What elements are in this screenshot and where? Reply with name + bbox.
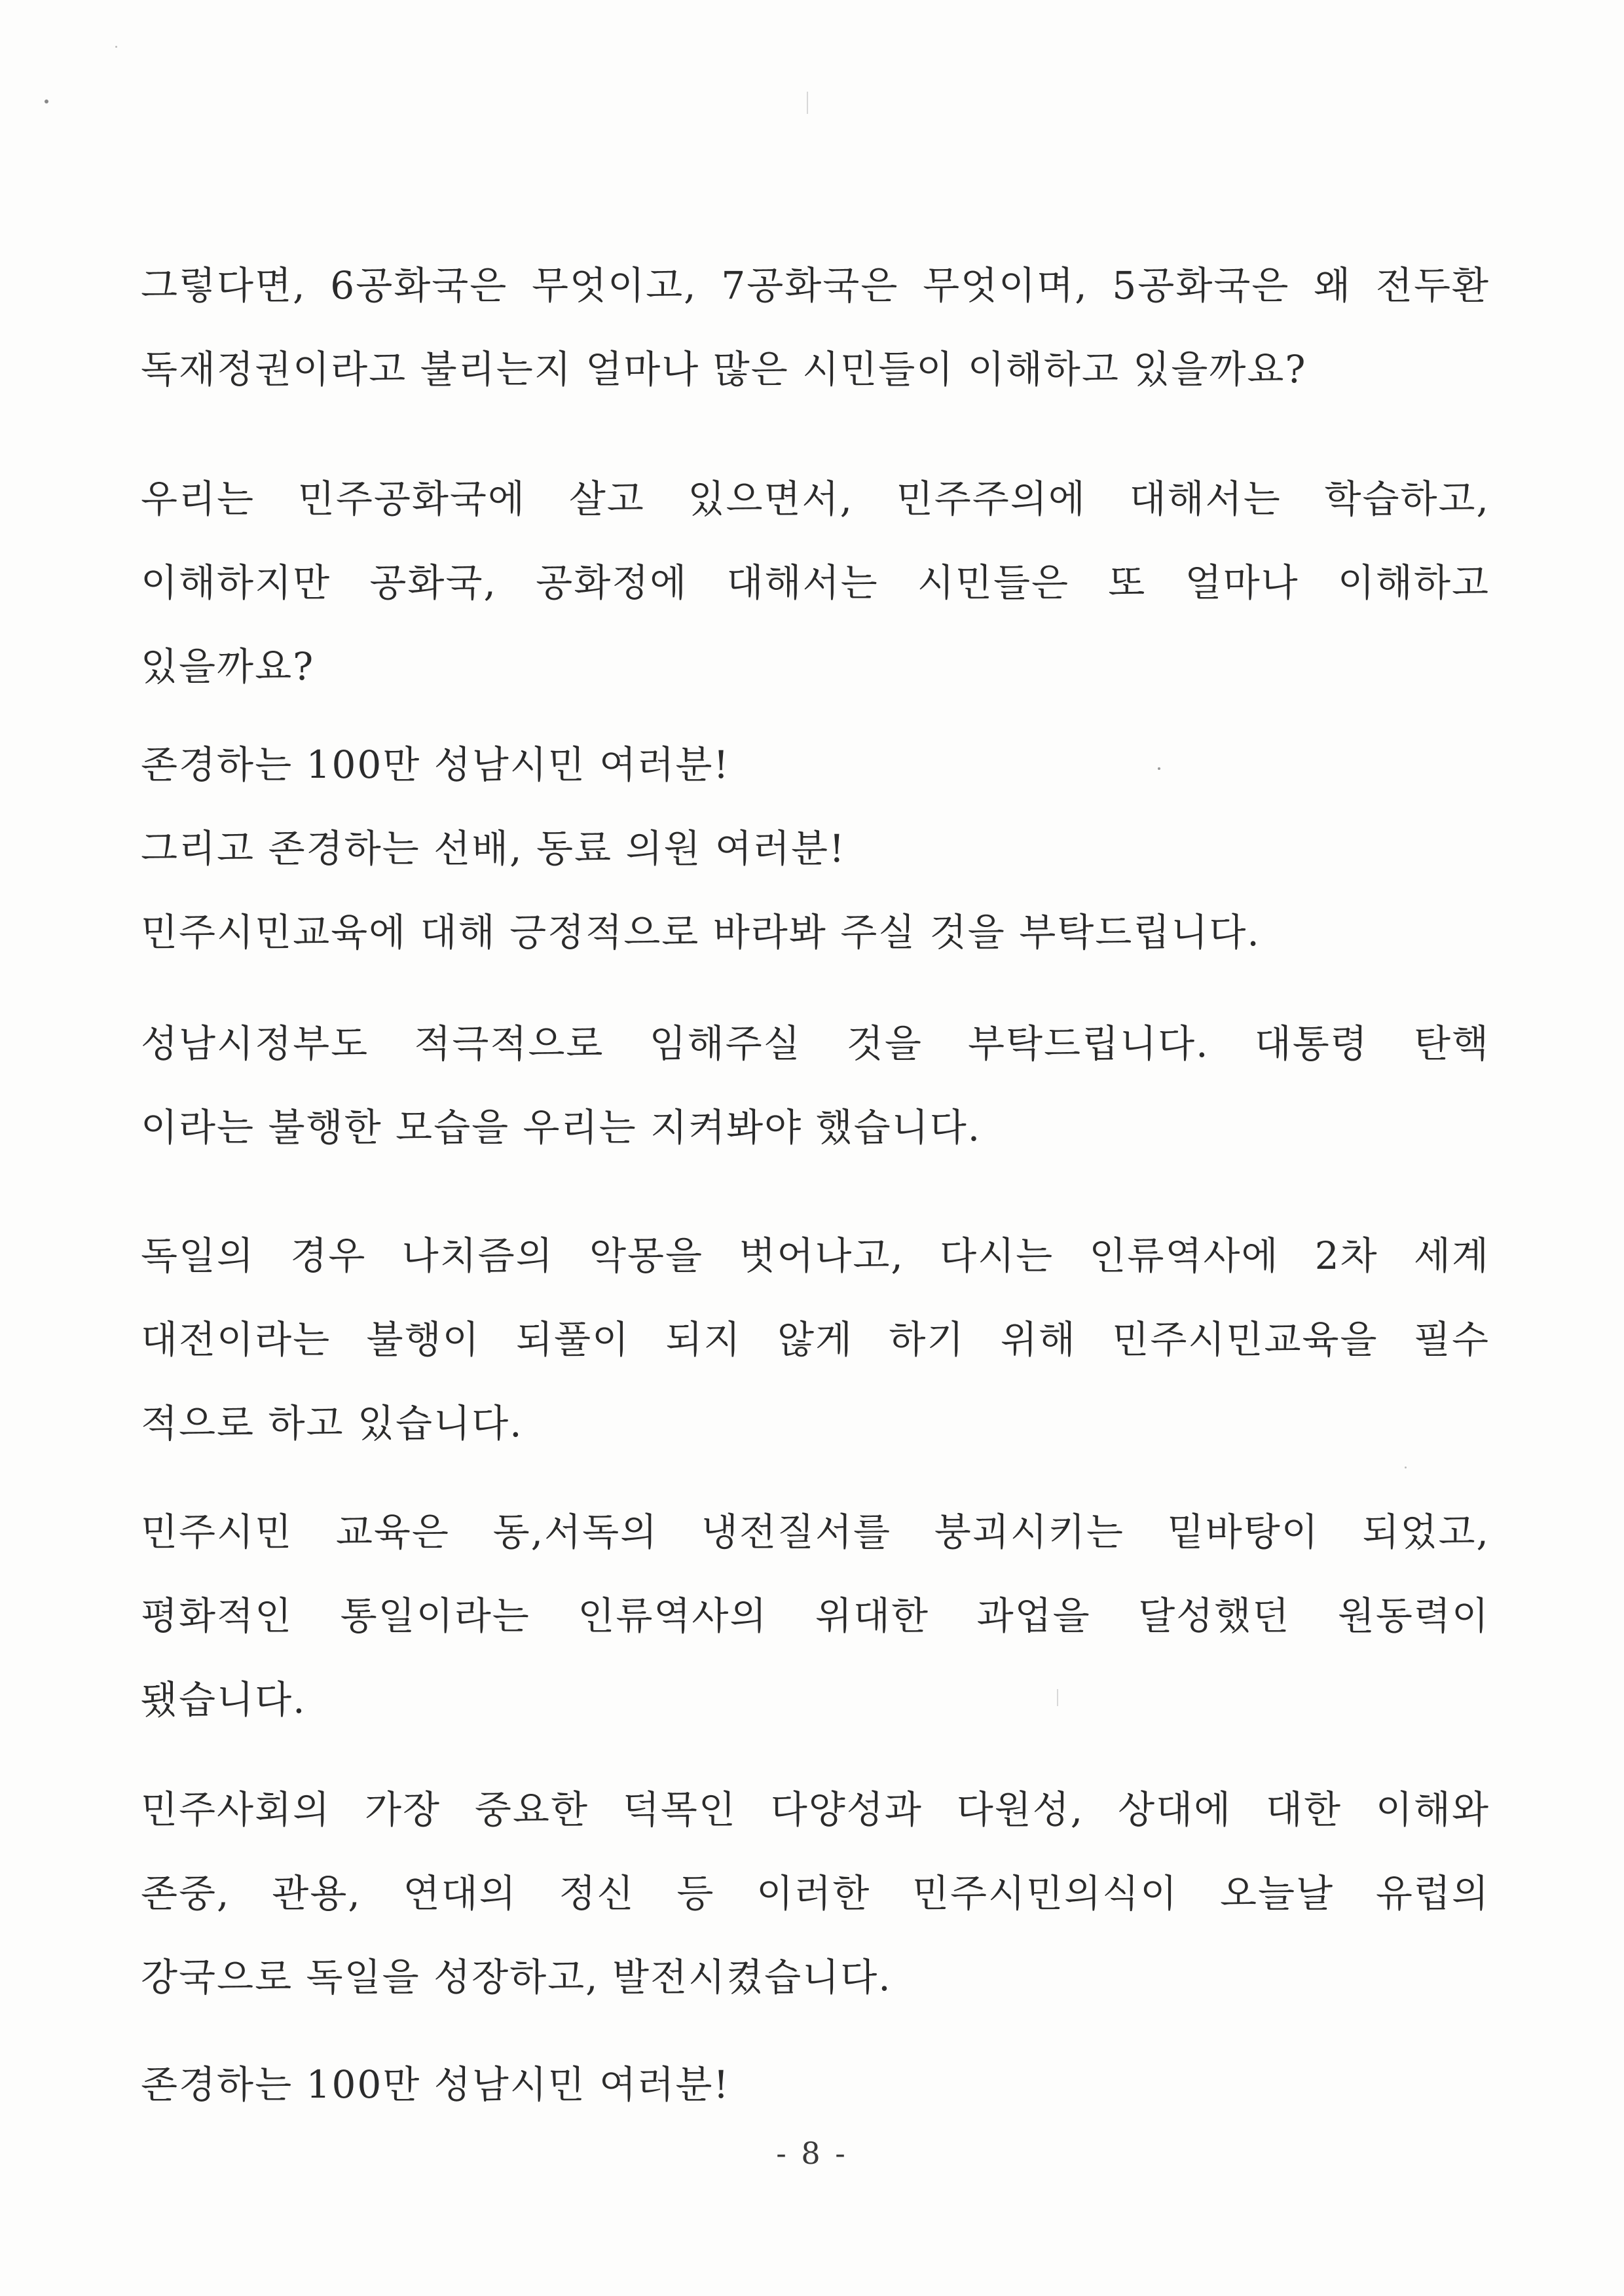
text-line: 이라는 불행한 모습을 우리는 지켜봐야 했습니다. bbox=[141, 1105, 982, 1150]
scan-mark bbox=[807, 92, 808, 114]
text-line: 민주사회의 가장 중요한 덕목인 다양성과 다원성, 상대에 대한 이해와 bbox=[141, 1787, 1490, 1832]
text-line: 있을까요? bbox=[141, 644, 315, 689]
scan-speck bbox=[1405, 1467, 1407, 1468]
page-number: - 8 - bbox=[776, 2136, 848, 2171]
text-line: 그렇다면, 6공화국은 무엇이고, 7공화국은 무엇이며, 5공화국은 왜 전두환 bbox=[141, 263, 1490, 308]
paragraph bbox=[141, 1768, 1490, 2019]
text-line: 우리는 민주공화국에 살고 있으면서, 민주주의에 대해서는 학습하고, bbox=[141, 477, 1490, 521]
paragraph bbox=[141, 244, 1490, 411]
paragraph bbox=[141, 1214, 1490, 1465]
text-line: 강국으로 독일을 성장하고, 발전시켰습니다. bbox=[141, 1955, 892, 1999]
paragraph bbox=[141, 2043, 1490, 2126]
paragraph bbox=[141, 1002, 1490, 1169]
scan-speck bbox=[115, 46, 117, 48]
text-line: 민주시민 교육은 동,서독의 냉전질서를 붕괴시키는 밑바탕이 되었고, bbox=[141, 1510, 1490, 1554]
text-line: 적으로 하고 있습니다. bbox=[141, 1401, 523, 1446]
text-line: 존중, 관용, 연대의 정신 등 이러한 민주시민의식이 오늘날 유럽의 bbox=[141, 1871, 1490, 1916]
paragraph bbox=[141, 723, 1490, 974]
text-line: 됐습니다. bbox=[141, 1677, 306, 1722]
text-line: 독일의 경우 나치즘의 악몽을 벗어나고, 다시는 인류역사에 2차 세계 bbox=[141, 1233, 1490, 1278]
text-line: 대전이라는 불행이 되풀이 되지 않게 하기 위해 민주시민교육을 필수 bbox=[141, 1317, 1490, 1362]
paragraph bbox=[141, 1490, 1490, 1741]
text-line: 민주시민교육에 대해 긍정적으로 바라봐 주실 것을 부탁드립니다. bbox=[141, 910, 1261, 955]
text-line: 독재정권이라고 불리는지 얼마나 많은 시민들이 이해하고 있을까요? bbox=[141, 347, 1307, 392]
text-line: 그리고 존경하는 선배, 동료 의원 여러분! bbox=[141, 826, 846, 871]
text-line: 이해하지만 공화국, 공화정에 대해서는 시민들은 또 얼마나 이해하고 bbox=[141, 560, 1490, 605]
text-line: 존경하는 100만 성남시민 여러분! bbox=[141, 2062, 730, 2107]
text-line: 성남시정부도 적극적으로 임해주실 것을 부탁드립니다. 대통령 탄핵 bbox=[141, 1021, 1490, 1066]
scan-speck bbox=[45, 100, 48, 103]
text-line: 존경하는 100만 성남시민 여러분! bbox=[141, 742, 730, 787]
text-line: 평화적인 통일이라는 인류역사의 위대한 과업을 달성했던 원동력이 bbox=[141, 1594, 1490, 1638]
paragraph bbox=[141, 457, 1490, 708]
